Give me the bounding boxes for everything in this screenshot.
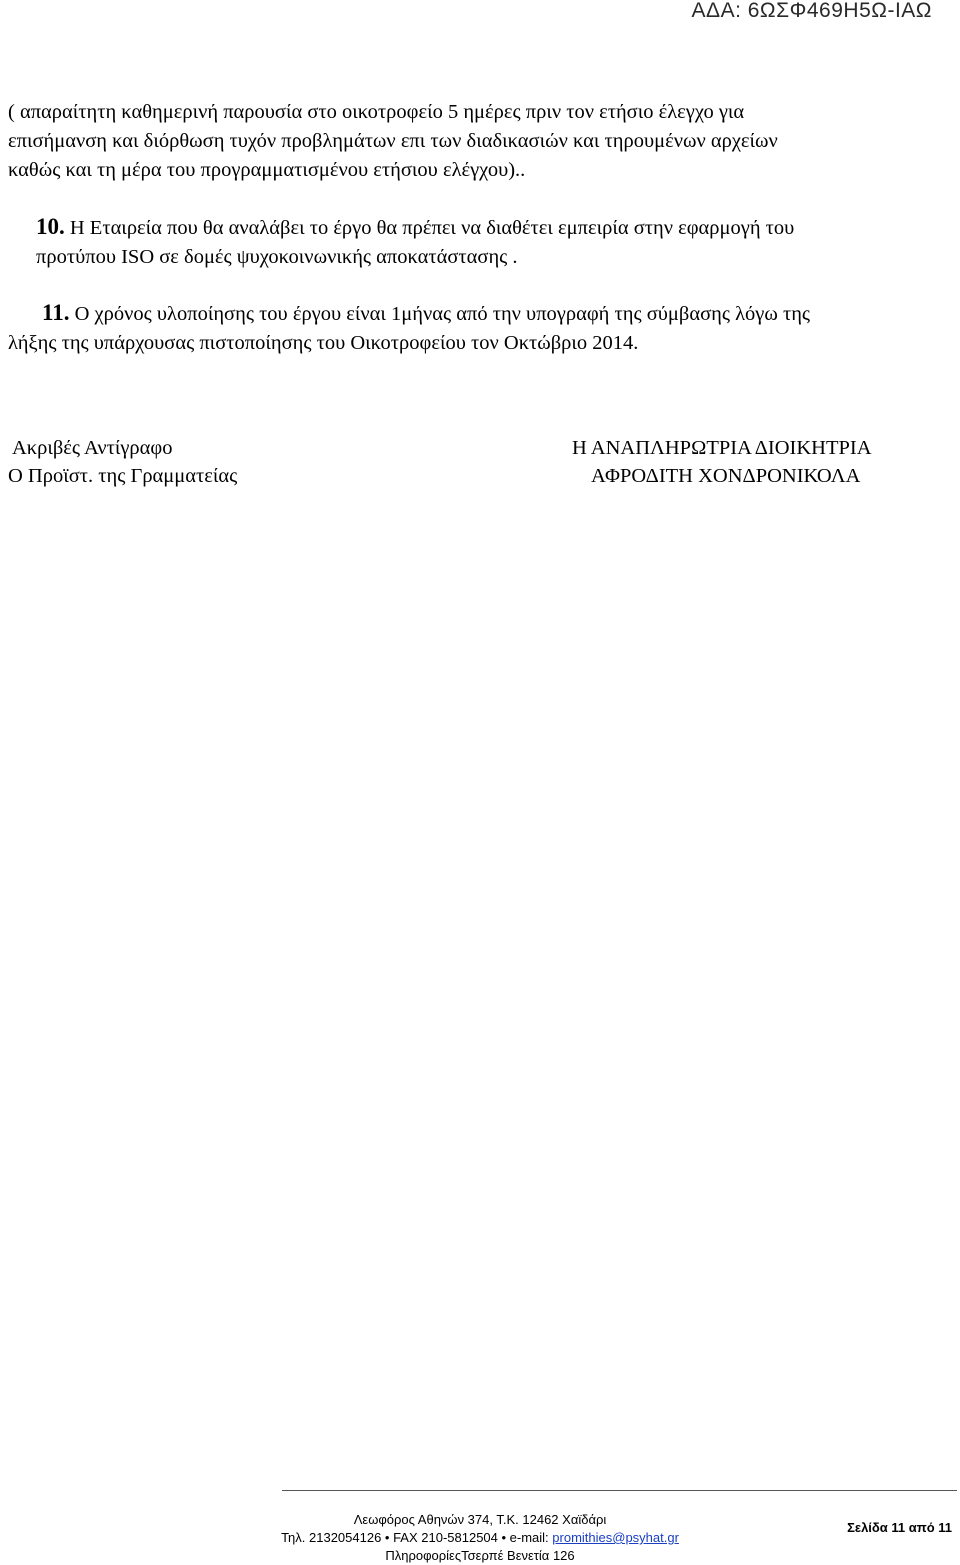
ada-code: ΑΔΑ: 6ΩΣΦ469Η5Ω-ΙΑΩ [691,0,932,22]
footer-contact-text: Τηλ. 2132054126 • FAX 210-5812504 • e-mail: [281,1530,553,1545]
item-10-text: Η Εταιρεία που θα αναλάβει το έργο θα πρέπει να διαθέτει εμπειρία στην εφαρμογή του [64,217,795,239]
certified-copy-block [8,434,237,490]
director-name: ΑΦΡΟΔΙΤΗ ΧΟΝΔΡΟΝΙΚΟΛΑ [591,465,861,487]
intro-line: επισήμανση και διόρθωση τυχόν προβλημάτων επι των διαδικασιών και τηρουμένων αρχείων [8,130,778,152]
item-11-text: Ο χρόνος υλοποίησης του έργου είναι 1μήνας από την υπογραφή της σύμβασης λόγω της [69,303,811,325]
item-11-line-2: λήξης της υπάρχουσας πιστοποίησης του Οικοτροφείου τον Οκτώβριο 2014. [8,332,639,354]
footer-email-link[interactable]: promithies@psyhat.gr [552,1530,679,1545]
item-11-number: 11. [42,300,70,325]
page-number: Σελίδα 11 από 11 [847,1520,952,1535]
footer-divider [282,1490,957,1491]
intro-line: καθώς και τη μέρα του προγραμματισμένου ετήσιου ελέγχου).. [8,159,526,181]
director-signature-block [572,434,872,490]
footer-address: Λεωφόρος Αθηνών 374, Τ.Κ. 12462 Χαϊδάρι [353,1512,607,1527]
item-10-line-2: προτύπου ISO σε δομές ψυχοκοινωνικής αποκατάστασης . [36,246,518,268]
item-10-paragraph [36,212,960,272]
footer-info: ΠληροφορίεςΤσερπέ Βενετία 126 [385,1548,575,1563]
intro-paragraph [8,98,958,185]
item-11-paragraph [8,298,958,358]
certified-copy-label: Ακριβές Αντίγραφο [12,437,173,459]
footer-contact [150,1529,810,1547]
item-11-line-1 [8,298,958,329]
secretariat-head-label: Ο Προϊστ. της Γραμματείας [8,465,238,487]
intro-line: ( απαραίτητη καθημερινή παρουσία στο οικοτροφείο 5 ημέρες πριν τον ετήσιο έλεγχο για [8,101,745,123]
item-10-number: 10. [36,214,65,239]
director-title: Η ΑΝΑΠΛΗΡΩΤΡΙΑ ΔΙΟΙΚΗΤΡΙΑ [572,437,872,459]
footer [150,1511,810,1565]
item-10-line-1 [36,212,960,243]
